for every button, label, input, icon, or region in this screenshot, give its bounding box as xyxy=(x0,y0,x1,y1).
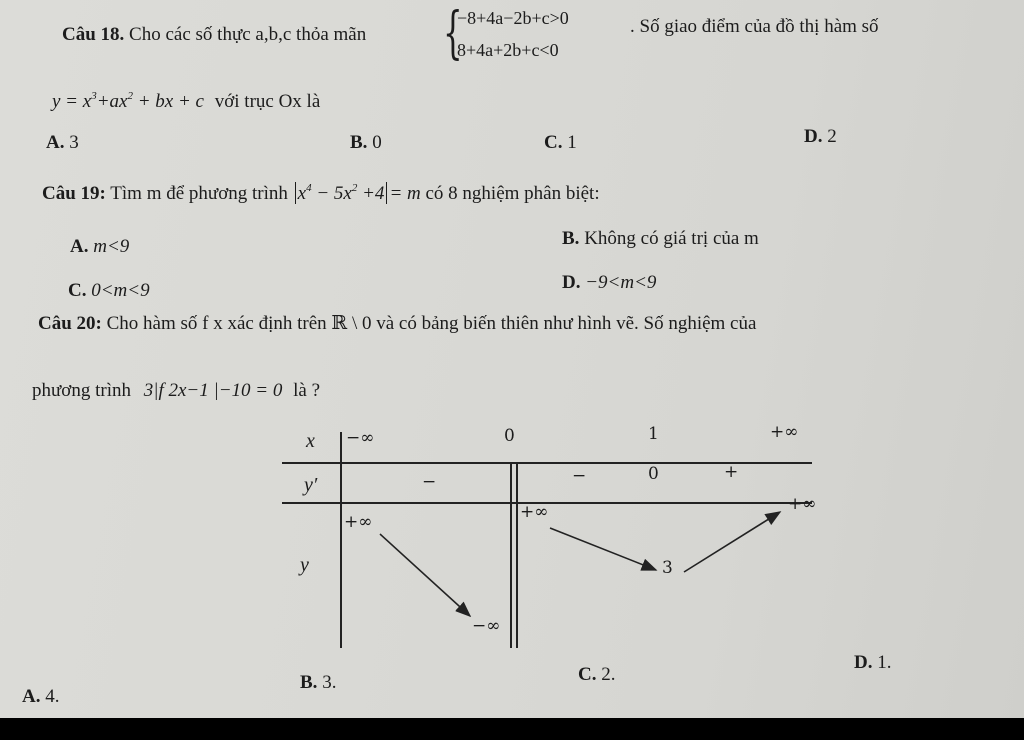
q19-option-d[interactable]: D. −9<m<9 xyxy=(562,272,657,293)
q19-text-after: có 8 nghiệm phân biệt: xyxy=(425,183,600,204)
q18-option-a[interactable]: A. 3 xyxy=(46,132,79,153)
row-label-y-prime: y′ xyxy=(304,474,318,496)
y-right-end: +∞ xyxy=(788,494,817,514)
q18-function-tail: với trục Ox là xyxy=(214,91,321,112)
q18-system xyxy=(443,1,643,68)
q19-option-c[interactable]: C. 0<m<9 xyxy=(68,280,150,301)
q19-label: Câu 19: xyxy=(42,183,106,204)
q18-inequality-1: −8+4a−2b+c>0 xyxy=(457,8,569,28)
q20-option-b[interactable]: B. 3. xyxy=(300,672,337,693)
x-value-neg-inf: −∞ xyxy=(346,428,375,448)
row-label-x: x xyxy=(306,430,315,452)
q19-equation: $x^4 - 5x^2 +4 = m$ xyxy=(293,183,421,204)
x-value-0: 0 xyxy=(504,426,515,446)
q20-stem-line2 xyxy=(32,380,320,402)
q20-option-a[interactable]: A. 4. xyxy=(22,686,60,707)
yprime-zero: 0 xyxy=(648,464,659,484)
q19-option-b[interactable]: B. Không có giá trị của m xyxy=(562,228,759,249)
left-brace-icon: { xyxy=(443,1,463,66)
arrow-down-left xyxy=(380,534,470,616)
y-left-start: +∞ xyxy=(344,512,373,532)
q18-inequality-2: 8+4a+2b+c<0 xyxy=(457,40,559,60)
q18-label: Câu 18. xyxy=(62,24,125,45)
q19-option-a[interactable]: A. m<9 xyxy=(70,236,130,257)
q18-function: $y = x^3+ax^2$ + bx + c xyxy=(52,90,204,112)
q18-option-c[interactable]: C. 1 xyxy=(544,132,577,153)
q20-text-line2: phương trình xyxy=(32,380,131,401)
q18-option-b[interactable]: B. 0 xyxy=(350,132,382,153)
q20-option-d[interactable]: D. 1. xyxy=(854,652,892,673)
yprime-sign-2: − xyxy=(572,466,587,486)
q18-text: Cho các số thực a,b,c thỏa mãn xyxy=(129,24,367,45)
row-label-y: y xyxy=(300,554,309,576)
y-right-start: +∞ xyxy=(520,502,549,522)
q20-equation: 3|f 2x−1 |−10 = 0 xyxy=(143,380,283,401)
q19-text: Tìm m để phương trình xyxy=(110,183,288,204)
y-min-value: 3 xyxy=(662,558,673,578)
q18-option-d[interactable]: D. 2 xyxy=(804,126,837,147)
x-value-pos-inf: +∞ xyxy=(770,422,799,442)
x-value-1: 1 xyxy=(648,424,659,444)
q18-stem xyxy=(62,24,366,46)
q20-stem-line1 xyxy=(38,312,756,335)
variation-arrows xyxy=(280,418,820,648)
q20-text-line1: Cho hàm số f x xác định trên ℝ \ 0 và có bảng biến thiên như hình vẽ. Số nghiệm của xyxy=(106,313,757,334)
q18-function-line xyxy=(52,90,320,113)
arrow-down-right xyxy=(550,528,656,570)
y-left-end: −∞ xyxy=(472,616,501,636)
q19-stem xyxy=(42,182,600,205)
q20-label: Câu 20: xyxy=(38,313,102,334)
variation-table xyxy=(280,418,820,648)
q18-text-after: . Số giao điểm của đồ thị hàm số xyxy=(630,16,879,37)
arrow-up-right xyxy=(684,512,780,572)
yprime-sign-1: − xyxy=(422,472,437,492)
q20-text-line2-after: là ? xyxy=(293,380,321,401)
q20-option-c[interactable]: C. 2. xyxy=(578,664,616,685)
yprime-sign-3: + xyxy=(724,462,739,482)
